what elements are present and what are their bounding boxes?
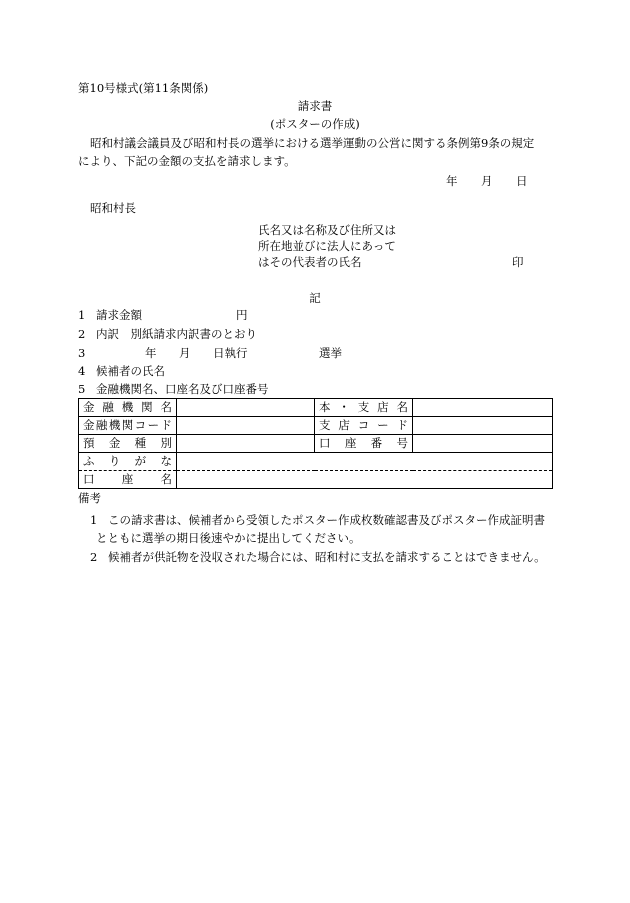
document-title: 請求書 <box>297 99 333 113</box>
date-day: 日 <box>516 174 528 188</box>
remark-1-number: 1 <box>90 513 98 527</box>
bank-account-table <box>78 398 553 489</box>
item-3-number: 3 <box>78 346 86 360</box>
item-3-month: 月 <box>179 346 191 360</box>
item-1-number: 1 <box>78 308 86 322</box>
claimant-line-1: 氏名又は名称及び住所又は <box>258 223 396 237</box>
table-row <box>79 435 553 453</box>
form-number: 第10号様式(第11条関係) <box>78 81 209 95</box>
item-5-text: 金融機関名、口座名及び口座番号 <box>96 382 269 396</box>
branch-code-label: 支店コード <box>315 417 413 435</box>
item-3-election: 選挙 <box>319 346 342 360</box>
date-year: 年 <box>446 174 458 188</box>
claimant-line-3: はその代表者の氏名 <box>258 255 362 269</box>
account-name-field[interactable] <box>177 471 553 489</box>
account-number-field[interactable] <box>413 435 553 453</box>
table-row <box>79 417 553 435</box>
remarks-heading: 備考 <box>78 491 101 505</box>
account-number-label: 口座番号 <box>315 435 413 453</box>
item-1-unit: 円 <box>236 308 248 322</box>
account-name-label: 口座名 <box>79 471 177 489</box>
institution-name-label: 金融機関名 <box>79 399 177 417</box>
branch-name-field[interactable] <box>413 399 553 417</box>
body-line-2: により、下記の金額の支払を請求します。 <box>78 154 296 168</box>
claimant-line-2: 所在地並びに法人にあって <box>258 239 396 253</box>
item-4-text: 候補者の氏名 <box>96 364 165 378</box>
institution-code-label: 金融機関コード <box>79 417 177 435</box>
item-3-day: 日執行 <box>213 346 248 360</box>
item-2-text: 内訳 別紙請求内訳書のとおり <box>96 327 257 341</box>
date-month: 月 <box>481 174 493 188</box>
item-3-year: 年 <box>145 346 157 360</box>
notes-heading: 記 <box>309 291 321 305</box>
deposit-type-field[interactable] <box>177 435 315 453</box>
remark-2-number: 2 <box>90 550 98 564</box>
deposit-type-label: 預金種別 <box>79 435 177 453</box>
remark-2-line-1: 候補者が供託物を没収された場合には、昭和村に支払を請求することはできません。 <box>108 550 546 564</box>
addressee: 昭和村長 <box>90 201 136 215</box>
institution-code-field[interactable] <box>177 417 315 435</box>
document-subtitle: (ポスターの作成) <box>270 117 360 131</box>
item-5-number: 5 <box>78 382 86 396</box>
branch-code-field[interactable] <box>413 417 553 435</box>
item-2-number: 2 <box>78 327 86 341</box>
furigana-label: ふりがな <box>79 453 177 471</box>
branch-name-label: 本・支店名 <box>315 399 413 417</box>
body-line-1: 昭和村議会議員及び昭和村長の選挙における選挙運動の公営に関する条例第9条の規定 <box>90 136 535 150</box>
table-row <box>79 453 553 471</box>
furigana-field[interactable] <box>177 453 553 471</box>
institution-name-field[interactable] <box>177 399 315 417</box>
table-row <box>79 399 553 417</box>
remark-1-line-2: とともに選挙の期日後速やかに提出してください。 <box>96 531 361 545</box>
table-row <box>79 471 553 489</box>
item-1-label: 請求金額 <box>96 308 142 322</box>
remark-1-line-1: この請求書は、候補者から受領したポスター作成枚数確認書及びポスター作成証明書 <box>108 513 545 527</box>
item-4-number: 4 <box>78 364 86 378</box>
seal-mark: 印 <box>512 255 524 269</box>
